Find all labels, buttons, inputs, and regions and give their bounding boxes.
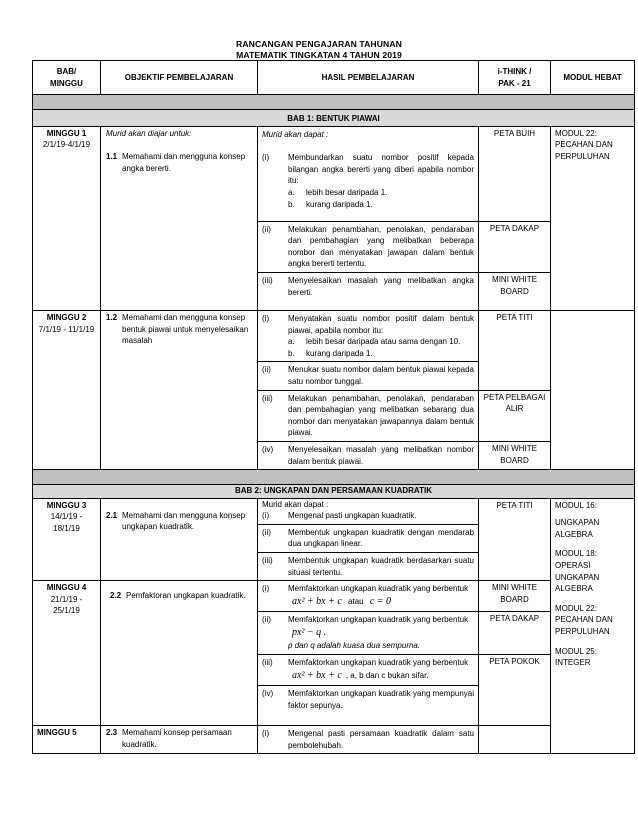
week-1-outcome-ii: (ii) Melakukan penambahan, penolakan, pendaraban dan pembahagian yang melibatkan beberapa nombor dan menyatakan jawapan dalam bentuk angka bererti tertentu. <box>258 221 479 272</box>
header-row <box>33 61 635 95</box>
week-3-objective: 2.1 Memahami dan mengguna konsep ungkapan kuadratik. <box>101 498 258 581</box>
chapter-1-heading: BAB 1: BENTUK PIAWAI <box>33 110 635 127</box>
week-2-think-iv: MINI WHITE BOARD <box>479 441 551 469</box>
week-1-think-i: PETA BUIH <box>479 126 551 221</box>
header-ithink: i-THINK / PAK - 21 <box>479 61 551 95</box>
week-4-think-ii: PETA DAKAP <box>479 612 551 655</box>
week-3-think: PETA TITI <box>479 498 551 581</box>
document-title: RANCANGAN PENGAJARAN TAHUNAN <box>236 39 402 49</box>
week-3-outcome-iii: (iii) Membentuk ungkapan kuadratik berdasarkan suatu situasi tertentu. <box>258 553 479 581</box>
week-1-outcome-i: Murid akan dapat : (i) Membundarkan suatu nombor positif kepada bilangan angka bererti yang diberi apabila nombor itu: a. lebih besar daripada 1. b. kurang daripada 1. <box>258 126 479 221</box>
week-4-outcome-i: (i) Memfaktorkan ungkapan kuadratik yang berbentuk ax² + bx + c atau c = 0 <box>258 581 479 612</box>
week-2-think-iii: PETA PELBAGAI ALIR <box>479 390 551 441</box>
week-2-outcome-iv: (iv) Menyelesaikan masalah yang melibatkan nombor dalam bentuk piawai. <box>258 441 479 469</box>
week-2-cell: MINGGU 2 7/1/19 - 11/1/19 <box>33 310 101 469</box>
formula-quadratic-2: ax² + bx + c <box>292 669 342 681</box>
week-2-outcome-iii: (iii) Melakukan penambahan, penolakan, pendaraban dan pembahagian yang melibatkan sebarang dua nombor dan menyatakan jawapannya dalam bentuk piawai. <box>258 390 479 441</box>
week-5-objective: 2.3 Memahami konsep persamaan kuadratik. <box>101 726 258 754</box>
formula-quadratic: ax² + bx + c <box>292 595 342 607</box>
document-subtitle: MATEMATIK TINGKATAN 4 TAHUN 2019 <box>236 50 402 60</box>
week-4-outcome-iv: (iv) Memfaktorkan ungkapan kuadratik yang mempunyai faktor sepunya. <box>258 686 479 726</box>
header-hasil: HASIL PEMBELAJARAN <box>258 61 479 95</box>
week-3-cell: MINGGU 3 14/1/19 - 18/1/19 <box>33 498 101 581</box>
week-1-cell: MINGGU 1 2/1/19-4/1/19 <box>33 126 101 310</box>
week-5-outcome-i: (i) Mengenal pasti persamaan kuadratik dalam satu pembolehubah. <box>258 726 479 754</box>
band-spacer-2 <box>33 470 635 485</box>
week-3-outcome-i: Murid akan dapat : (i) Mengenal pasti ungkapan kuadratik. <box>258 498 479 524</box>
week-1-objective: Murid akan diajar untuk: 1.1 Memahami dan mengguna konsep angka bererti. <box>101 126 258 310</box>
week-4-cell: MINGGU 4 21/1/19 - 25/1/19 <box>33 581 101 726</box>
week-1-think-iii: MINI WHITE BOARD <box>479 272 551 310</box>
lesson-plan-table <box>32 60 635 754</box>
week-2-think-i: PETA TITI <box>479 310 551 361</box>
header-bab-minggu: BAB/ MINGGU <box>33 61 101 95</box>
week-4-think-i: MINI WHITE BOARD <box>479 581 551 612</box>
week-5-cell: MINGGU 5 <box>33 726 101 754</box>
week-2-think-ii <box>479 362 551 390</box>
week-1-outcome-iii: (iii) Menyelesaikan masalah yang melibatkan angka bererti. <box>258 272 479 310</box>
week-4-outcome-ii: (ii) Memfaktorkan ungkapan kuadratik yang berbentuk px² − q . p dan q adalah kuasa dua sempurna. <box>258 612 479 655</box>
chapter-2-modul: MODUL 16: UNGKAPAN ALGEBRA MODUL 18: OPERASI UNGKAPAN ALGEBRA MODUL 22: PECAHAN DAN PERPULUHAN MODUL 25: INTEGER <box>551 498 635 754</box>
week-4-objective: 2.2 Pemfaktoran ungkapan kuadratik. <box>101 581 258 726</box>
week-1-think-ii: PETA DAKAP <box>479 221 551 272</box>
week-4-think-iii: PETA POKOK <box>479 655 551 726</box>
week-5-think <box>479 726 551 754</box>
formula-px2-q: px² − q . <box>292 626 327 638</box>
week-2-outcome-i: (i) Menyatakan suatu nombor positif dalam bentuk piawai, apabila nombor itu: a. lebih besar daripada atau sama dengan 10. b. kurang daripada 1. <box>258 310 479 361</box>
week-4-outcome-iii: (iii) Memfaktorkan ungkapan kuadratik yang berbentuk ax² + bx + c , a, b dan c bukan sifar. <box>258 655 479 686</box>
header-modul: MODUL HEBAT <box>551 61 635 95</box>
formula-c-zero: c = 0 <box>369 595 392 607</box>
week-2-objective: 1.2 Memahami dan mengguna konsep bentuk piawai untuk menyelesaikan masalah <box>101 310 258 469</box>
chapter-2-heading: BAB 2: UNGKAPAN DAN PERSAMAAN KUADRATIK <box>33 485 635 499</box>
week-1-modul: MODUL 22: PECAHAN DAN PERPULUHAN <box>551 126 635 310</box>
week-3-outcome-ii: (ii) Membentuk ungkapan kuadratik dengan mendarab dua ungkapan linear. <box>258 524 479 552</box>
header-objektif: OBJEKTIF PEMBELAJARAN <box>101 61 258 95</box>
band-spacer <box>33 95 635 110</box>
week-2-modul <box>551 310 635 469</box>
week-2-outcome-ii: (ii) Menukar suatu nombor dalam bentuk piawai kepada satu nombor tunggal. <box>258 362 479 390</box>
